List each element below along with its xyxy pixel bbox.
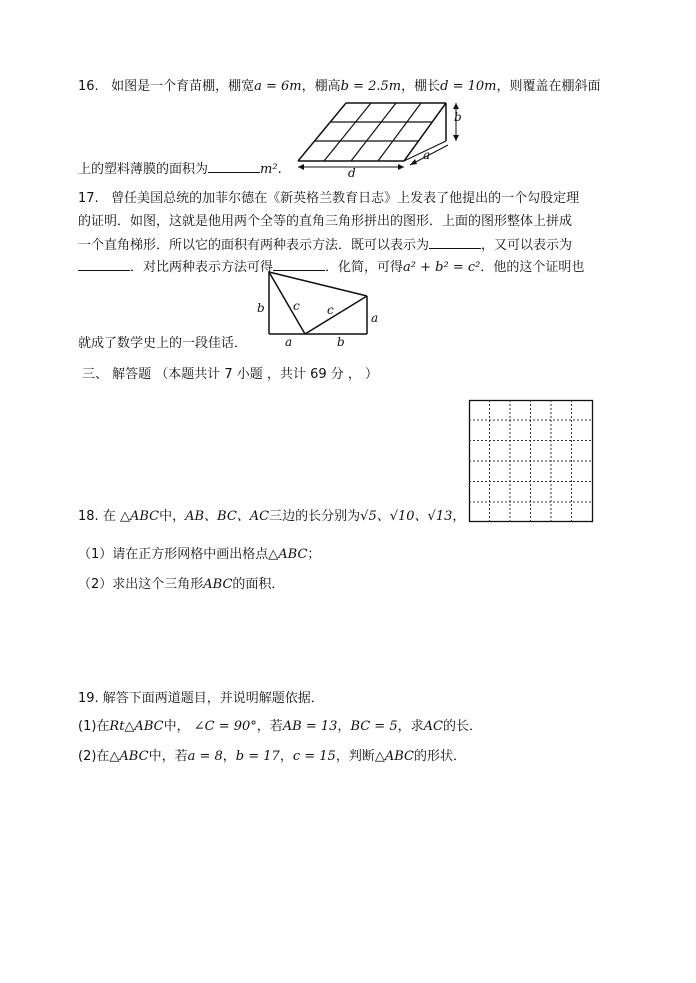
q17-blank-1[interactable] <box>429 236 481 249</box>
q17-label-c1: c <box>293 299 300 313</box>
q16-expr-a: a = 6m <box>254 79 302 94</box>
q17-number: 17. <box>78 191 99 206</box>
q19-sub2-b-val: b = 17 <box>235 749 280 764</box>
q16-label-b: b <box>454 110 462 124</box>
q18-sub2-end: 的面积． <box>232 577 285 592</box>
q18-text-c: 三边的长分别为 <box>269 509 361 524</box>
q17-line4-text-c: ．他的这个证明也 <box>480 260 585 275</box>
q19-sub1-ab: AB = 13 <box>282 719 338 734</box>
q19-sub2-b: 中，若 <box>148 749 188 764</box>
q19-sub2-comma2: ， <box>279 749 293 764</box>
q18-sub1-end: ； <box>307 547 321 562</box>
q19-sub1-angle: ∠C = 90° <box>193 719 257 734</box>
q16-label-d: d <box>348 166 356 180</box>
q18-line1 <box>78 508 465 526</box>
q18-sub1 <box>78 546 320 564</box>
q19-sub1-ac: AC <box>423 719 443 734</box>
square-grid[interactable] <box>469 400 593 522</box>
q19-sub1-d: ，若 <box>256 719 283 734</box>
q18-sub2 <box>78 576 284 594</box>
q19-text: 19. 解答下面两道题目，并说明解题依据． <box>78 691 324 706</box>
q19-sub2-c-val: c = 15 <box>292 749 336 764</box>
q19-sub2-comma1: ， <box>222 749 236 764</box>
q18-text-a: 18. 在 <box>78 509 116 524</box>
q16-sep1: ，棚高 <box>301 79 341 94</box>
greenhouse-figure <box>298 97 498 180</box>
q17-line3-text-b: ，又可以表示为 <box>481 238 573 253</box>
q16-text-b: ，则覆盖在棚斜面 <box>496 79 601 94</box>
q17-pythag-expr: a² + b² = c² <box>403 260 481 275</box>
q19-sub2-tri: △ABC <box>109 749 149 764</box>
q19-sub1 <box>78 718 482 736</box>
q19-sub2 <box>78 748 466 766</box>
q16-line2 <box>78 160 282 179</box>
q16-sep2: ，棚长 <box>401 79 441 94</box>
section3-title <box>82 366 378 384</box>
q17-line3 <box>78 236 572 255</box>
q19-sub2-a-val: a = 8 <box>187 749 223 764</box>
q19-sub2-a: (2)在 <box>78 749 110 764</box>
q17-label-a-right: a <box>371 311 379 325</box>
q16-unit: m² <box>260 162 278 177</box>
q16-line1 <box>78 78 601 96</box>
q18-text-b: 中， <box>159 509 186 524</box>
q18-sub2-text: （2）求出这个三角形 <box>78 577 204 592</box>
q19-sub1-e: ，求 <box>397 719 424 734</box>
q17-blank-2[interactable] <box>78 258 130 271</box>
q16-number: 16. <box>78 79 99 94</box>
q19-sub1-a: (1)在 <box>78 719 110 734</box>
q16-label-a: a <box>423 148 431 162</box>
q16-expr-d: d = 10m <box>440 79 497 94</box>
q17-line4-text-b: ．化简，可得 <box>325 260 404 275</box>
q17-line1 <box>78 190 579 208</box>
q19-sub1-rt: Rt△ABC <box>109 719 164 734</box>
q18-end: ， <box>452 509 466 524</box>
q17-label-a-bottom: a <box>285 335 293 349</box>
q17-line4-text-a: ．对比两种表示方法可得 <box>130 260 274 275</box>
q19-sub2-tri2: △ABC <box>374 749 414 764</box>
q17-line1-text: 曾任美国总统的加菲尔德在《新英格兰教育日志》上发表了他提出的一个勾股定理 <box>111 191 580 206</box>
q19-sub1-comma: ， <box>337 719 351 734</box>
q17-label-c2: c <box>327 303 334 317</box>
section3-title-text: 三、 解答题 （本题共计 7 小题 ，共计 69 分 ， ） <box>82 367 379 382</box>
q17-line5 <box>78 335 247 353</box>
garfield-trapezoid-figure <box>257 272 385 352</box>
q19-sub1-bc: BC = 5 <box>350 719 398 734</box>
q19-sub2-d: 的形状． <box>413 749 466 764</box>
q17-label-b-bottom: b <box>337 335 345 349</box>
q18-sides: AB、BC、AC <box>185 509 270 524</box>
q19-sub2-c: ，判断 <box>335 749 375 764</box>
q16-line2-text: 上的塑料薄膜的面积为 <box>78 162 209 177</box>
q16-text-a: 如图是一个育苗棚，棚宽 <box>111 79 255 94</box>
q18-sub1-text: （1）请在正方形网格中画出格点 <box>78 547 269 562</box>
q18-roots: √5、√10、√13 <box>360 509 453 524</box>
q17-line2-text: 的证明．如图，这就是他用两个全等的直角三角形拼出的图形．上面的图形整体上拼成 <box>78 214 573 229</box>
q17-line5-text: 就成了数学史上的一段佳话． <box>78 336 248 351</box>
q17-line2 <box>78 213 572 231</box>
q18-sub2-tri: ABC <box>203 577 233 592</box>
q18-sub1-tri: △ABC <box>268 547 308 562</box>
q19-sub1-f: 的长． <box>442 719 482 734</box>
q17-line3-text-a: 一个直角梯形．所以它的面积有两种表示方法．既可以表示为 <box>78 238 430 253</box>
q19-sub1-b: 中， <box>163 719 190 734</box>
q16-expr-b: b = 2.5m <box>340 79 402 94</box>
q18-triangle: △ABC <box>119 509 160 524</box>
q17-label-b-left: b <box>257 301 265 315</box>
q19-line1 <box>78 690 324 708</box>
q17-blank-3[interactable] <box>273 258 325 271</box>
q16-answer-blank[interactable] <box>208 160 260 173</box>
q16-end: . <box>277 162 282 177</box>
